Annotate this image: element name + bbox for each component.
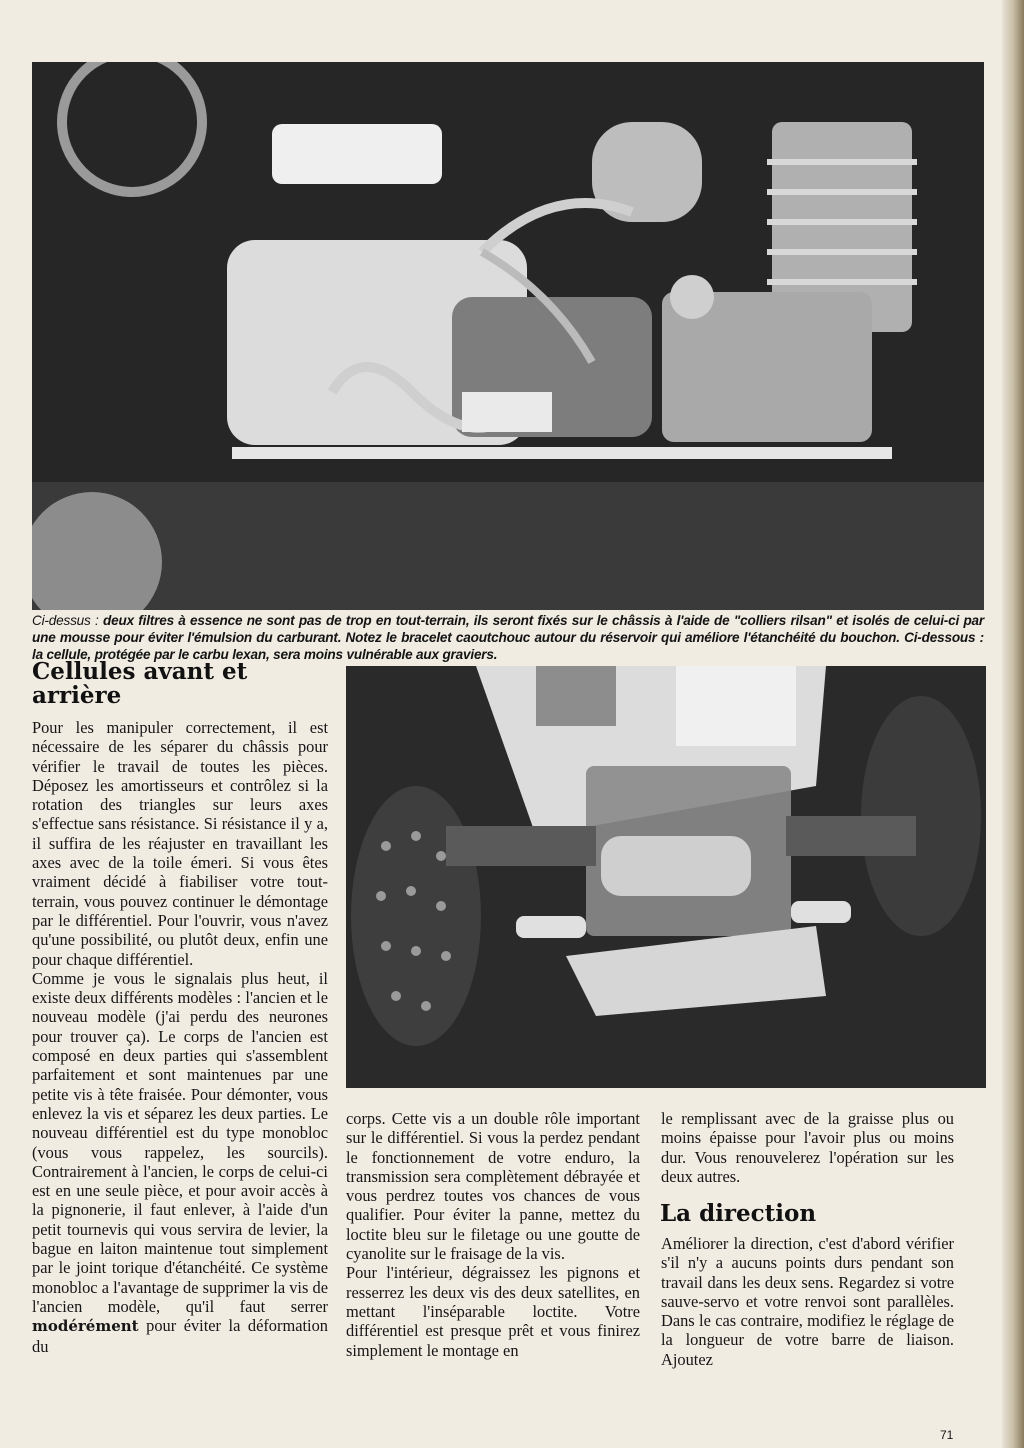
article-column-3 [661, 1109, 954, 1186]
paragraph-text: pour éviter la déformation du [32, 1316, 328, 1356]
paragraph: corps. Cette vis a un double rôle important sur le différentiel. Si vous la perdez pendant le fonctionnement de votre enduro, la transmission sera complètement débrayée et vous perdrez toutes vos chances de vous qualifier. Pour éviter la panne, mettez du loctite bleu sur le filetage ou une goutte de cyanolite sur le fraisage de la vis. [346, 1109, 640, 1264]
heading-direction: La direction [660, 1200, 817, 1227]
heading-cellules: Cellules avant et arrière [32, 658, 248, 709]
article-column-1 [32, 718, 328, 1356]
article-column-2 [346, 1109, 640, 1360]
page-number: 71 [940, 1428, 954, 1442]
paragraph: Pour l'intérieur, dégraissez les pignons et resserrez les deux vis des deux satellites, en mettant l'inséparable loctite. Votre différentiel est presque prêt et vous finirez simplement le montage en [346, 1263, 640, 1360]
paragraph [32, 969, 328, 1356]
article-column-3-direction [661, 1234, 954, 1369]
page-binding-edge [1002, 0, 1024, 1448]
paragraph: Pour les manipuler correctement, il est nécessaire de les séparer du châssis pour vérifier le travail de toutes les pièces. Déposez les amortisseurs et contrôlez si la rotation des triangles sur leurs axes s'effectue sans résistance. Si résistance il y a, il suffira de les réajuster en travaillant les axes avec de la toile émeri. Si vous êtes vraiment décidé à fiabiliser votre tout-terrain, vous pouvez continuer le démontage par le différentiel. Pour l'ouvrir, vous n'avez qu'une possibilité, ou plutôt deux, enfin une pour chaque différentiel. [32, 718, 328, 969]
caption-lead: Ci-dessus : [32, 613, 99, 628]
emphasis-moderement: modérément [32, 1317, 139, 1336]
photo-caption [32, 612, 984, 663]
paragraph: Améliorer la direction, c'est d'abord vérifier s'il n'y a aucuns points durs pendant son travail dans les deux sens. Regardez si votre sauve-servo et votre renvoi sont parallèles. Dans le cas contraire, modifiez le réglage de la longueur de votre barre de liaison. Ajoutez [661, 1234, 954, 1369]
caption-text: deux filtres à essence ne sont pas de trop en tout-terrain, ils seront fixés sur le châssis à l'aide de "colliers rilsan" et isolés de celui-ci par une mousse pour éviter l'émulsion du carburant. Notez le bracelet caoutchouc autour du réservoir qui améliore l'étanchéité du bouchon. Ci-dessous : la cellule, protégée par le carbu lexan, sera moins vulnérable aux graviers. [32, 613, 985, 662]
differential-photo [346, 666, 986, 1088]
paragraph-text: Comme je vous le signalais plus heut, il existe deux différents modèles : l'ancien et le nouveau modèle (j'ai perdu des neurones pour trouver ça). Le corps de l'ancien est composé en deux parties qui s'assemblent parfaitement et sont maintenues par une petite vis à tête fraisée. Pour démonter, vous enlevez la vis et séparez les deux parties. Le nouveau différentiel est du type monobloc (vous vous rappelez, les sourcils). Contrairement à l'ancien, le corps de celui-ci est en une seule pièce, et pour avoir accès à la pignonerie, il faut enlever, à l'aide d'un petit tournevis qui vous servira de levier, la bague en laiton maintenue tout simplement par le joint torique d'étanchéité. Ce système monobloc a l'avantage de supprimer la vis de l'ancien modèle, qu'il faut serrer [32, 968, 328, 1316]
engine-photo [32, 62, 984, 610]
paragraph: le remplissant avec de la graisse plus ou moins épaisse pour l'avoir plus ou moins dur. Vous renouvelerez l'opération sur les deux autres. [661, 1109, 954, 1186]
